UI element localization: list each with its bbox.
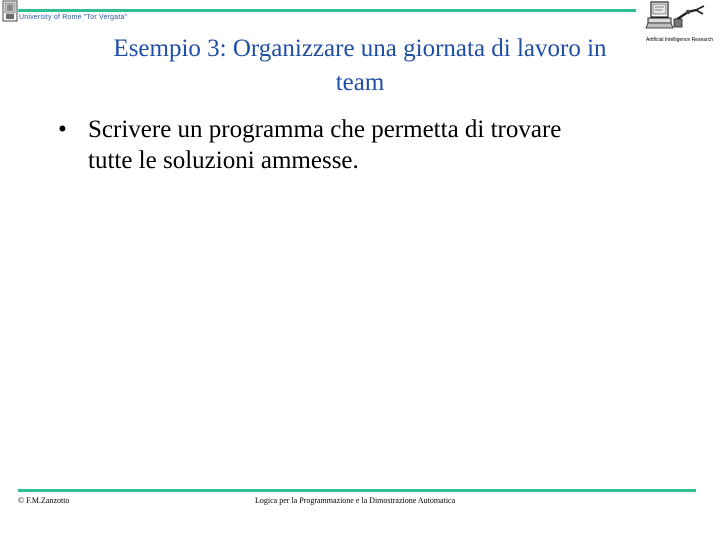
university-label: University of Rome "Tor Vergata" — [19, 14, 128, 21]
header-divider — [18, 9, 636, 12]
university-crest-icon — [2, 0, 18, 22]
research-group-caption: Artificial Intelligence Research — [646, 37, 713, 43]
footer-divider — [18, 489, 696, 492]
footer-course-title: Logica per la Programmazione e la Dimostrazione Automatica — [255, 496, 456, 505]
slide-title — [60, 32, 660, 100]
footer-author: © F.M.Zanzotto — [18, 496, 70, 505]
slide-title-line-1: Esempio 3: Organizzare una giornata di lavoro in — [113, 35, 607, 62]
bullet-marker: • — [58, 116, 67, 143]
bullet-item — [88, 114, 648, 176]
bullet-item-line-2: tutte le soluzioni ammesse. — [88, 147, 359, 174]
bullet-item-line-1: Scrivere un programma che permetta di trovare — [88, 116, 562, 143]
slide-title-line-2: team — [335, 69, 385, 96]
computer-robot-arm-icon — [646, 0, 706, 36]
